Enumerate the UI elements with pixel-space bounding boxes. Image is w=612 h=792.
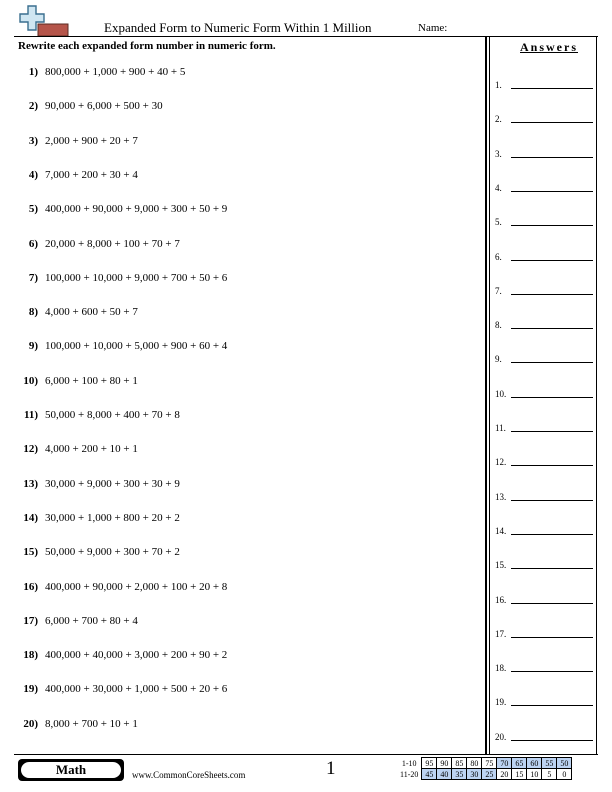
answer-label: 5. <box>495 217 502 228</box>
score-cell: 5 <box>542 769 557 780</box>
answer-label: 2. <box>495 114 502 125</box>
answer-blank[interactable] <box>511 740 593 741</box>
problem-item <box>18 66 185 78</box>
answers-heading: Answers <box>520 40 578 54</box>
subject-badge <box>18 759 124 781</box>
score-cell: 65 <box>512 758 527 769</box>
answer-blank[interactable] <box>511 637 593 638</box>
problem-expression: 20,000 + 8,000 + 100 + 70 + 7 <box>45 237 180 250</box>
answer-label: 11. <box>495 423 506 433</box>
problem-number: 7) <box>28 271 38 284</box>
subject-label: Math <box>21 762 121 778</box>
problem-item <box>18 203 227 215</box>
problem-item <box>18 169 138 181</box>
answer-label: 20. <box>495 731 507 742</box>
problem-expression: 4,000 + 600 + 50 + 7 <box>45 306 138 319</box>
problem-expression: 30,000 + 1,000 + 800 + 20 + 2 <box>45 511 180 524</box>
score-range-label: 1-10 <box>401 758 417 768</box>
problem-item <box>18 649 227 661</box>
answer-column-right-border <box>596 37 597 754</box>
problem-item <box>18 615 138 627</box>
answer-blank[interactable] <box>511 260 593 261</box>
answer-blank[interactable] <box>511 568 593 569</box>
answer-blank[interactable] <box>511 191 593 192</box>
score-cell: 70 <box>497 758 512 769</box>
problem-expression: 4,000 + 200 + 10 + 1 <box>45 443 138 456</box>
problem-expression: 400,000 + 90,000 + 9,000 + 300 + 50 + 9 <box>45 203 228 216</box>
problem-item <box>18 443 138 455</box>
problem-item <box>18 306 138 318</box>
problem-expression: 30,000 + 9,000 + 300 + 30 + 9 <box>45 477 180 490</box>
answer-column-divider-inner <box>489 37 490 754</box>
answer-label: 15. <box>495 560 507 571</box>
score-cell: 60 <box>527 758 542 769</box>
problem-number: 17) <box>23 614 38 627</box>
score-cell: 80 <box>467 758 482 769</box>
score-cell: 40 <box>437 769 452 780</box>
answer-blank[interactable] <box>511 157 593 158</box>
problem-expression: 400,000 + 90,000 + 2,000 + 100 + 20 + 8 <box>45 580 228 593</box>
footer-divider <box>14 754 598 755</box>
score-cell: 95 <box>422 758 437 769</box>
problem-item <box>18 512 180 524</box>
problem-number: 12) <box>23 443 38 456</box>
answer-label: 17. <box>495 628 507 639</box>
answer-blank[interactable] <box>511 534 593 535</box>
problem-expression: 100,000 + 10,000 + 9,000 + 700 + 50 + 6 <box>45 271 228 284</box>
score-cell: 35 <box>452 769 467 780</box>
score-cell: 0 <box>557 769 572 780</box>
score-cell: 20 <box>497 769 512 780</box>
answer-blank[interactable] <box>511 431 593 432</box>
problem-number: 14) <box>23 511 38 524</box>
answer-label: 7. <box>495 285 502 296</box>
problem-item <box>18 375 138 387</box>
score-row <box>398 758 572 769</box>
problem-expression: 800,000 + 1,000 + 900 + 40 + 5 <box>45 66 186 78</box>
problem-number: 6) <box>28 237 38 250</box>
answer-blank[interactable] <box>511 225 593 226</box>
problem-number: 16) <box>23 580 38 593</box>
answer-label: 10. <box>495 388 507 399</box>
answer-label: 18. <box>495 663 507 674</box>
answer-blank[interactable] <box>511 122 593 123</box>
answer-blank[interactable] <box>511 603 593 604</box>
score-cell: 90 <box>437 758 452 769</box>
answer-blank[interactable] <box>511 705 593 706</box>
problem-number: 20) <box>23 717 38 730</box>
problem-number: 10) <box>23 374 38 387</box>
answer-column-divider <box>485 37 487 754</box>
score-cell: 75 <box>482 758 497 769</box>
answer-label: 3. <box>495 148 502 159</box>
problem-number: 19) <box>23 683 38 696</box>
problem-expression: 6,000 + 700 + 80 + 4 <box>45 614 138 627</box>
answer-label: 12. <box>495 457 507 468</box>
plus-logo-icon <box>18 4 70 38</box>
answer-label: 16. <box>495 594 507 605</box>
answer-blank[interactable] <box>511 294 593 295</box>
problem-item <box>18 272 227 284</box>
answer-label: 8. <box>495 320 502 331</box>
score-cell: 45 <box>422 769 437 780</box>
score-cell: 25 <box>482 769 497 780</box>
answer-blank[interactable] <box>511 465 593 466</box>
answer-blank[interactable] <box>511 397 593 398</box>
answer-blank[interactable] <box>511 328 593 329</box>
answer-label: 1. <box>495 80 502 90</box>
problem-expression: 100,000 + 10,000 + 5,000 + 900 + 60 + 4 <box>45 340 228 353</box>
problem-number: 1) <box>28 66 38 78</box>
page-title: Expanded Form to Numeric Form Within 1 Million <box>104 20 372 35</box>
problem-expression: 2,000 + 900 + 20 + 7 <box>45 134 138 147</box>
problem-number: 13) <box>23 477 38 490</box>
problem-number: 15) <box>23 546 38 559</box>
problem-item <box>18 478 180 490</box>
problem-item <box>18 683 227 695</box>
problem-number: 5) <box>28 203 38 216</box>
score-cell: 15 <box>512 769 527 780</box>
problem-expression: 6,000 + 100 + 80 + 1 <box>45 374 138 387</box>
problem-number: 18) <box>23 649 38 662</box>
problem-item <box>18 340 227 352</box>
answer-label: 19. <box>495 697 507 708</box>
problem-item <box>18 238 180 250</box>
problem-item <box>18 135 138 147</box>
problem-item <box>18 409 180 421</box>
problem-item <box>18 546 180 558</box>
header-divider <box>14 36 598 37</box>
answer-blank[interactable] <box>511 671 593 672</box>
answer-blank[interactable] <box>511 500 593 501</box>
problem-number: 3) <box>28 134 38 147</box>
answer-label: 9. <box>495 354 502 365</box>
score-table <box>398 757 572 780</box>
instructions: Rewrite each expanded form number in numeric form. <box>18 40 276 52</box>
problem-expression: 400,000 + 40,000 + 3,000 + 200 + 90 + 2 <box>45 649 228 662</box>
problem-number: 2) <box>28 100 38 113</box>
score-row <box>398 769 572 780</box>
answer-label: 13. <box>495 491 507 502</box>
problem-number: 9) <box>28 340 38 353</box>
answer-label: 4. <box>495 182 502 193</box>
problem-item <box>18 718 138 730</box>
website-link[interactable]: www.CommonCoreSheets.com <box>132 770 246 780</box>
page-number: 1 <box>326 758 336 779</box>
problem-number: 11) <box>23 409 38 421</box>
answer-label: 14. <box>495 525 507 536</box>
score-cell: 85 <box>452 758 467 769</box>
answer-blank[interactable] <box>511 88 593 89</box>
problem-expression: 8,000 + 700 + 10 + 1 <box>45 717 138 730</box>
problem-expression: 50,000 + 8,000 + 400 + 70 + 8 <box>45 409 180 421</box>
score-cell: 10 <box>527 769 542 780</box>
problem-expression: 90,000 + 6,000 + 500 + 30 <box>45 100 163 113</box>
score-cell: 55 <box>542 758 557 769</box>
name-label: Name: <box>418 22 448 34</box>
problem-expression: 50,000 + 9,000 + 300 + 70 + 2 <box>45 546 180 559</box>
answer-blank[interactable] <box>511 362 593 363</box>
problem-number: 8) <box>28 306 38 319</box>
score-range-label: 11-20 <box>400 769 419 779</box>
problem-item <box>18 100 163 112</box>
problem-expression: 7,000 + 200 + 30 + 4 <box>45 168 138 181</box>
problem-number: 4) <box>28 168 38 181</box>
problem-item <box>18 581 227 593</box>
problem-expression: 400,000 + 30,000 + 1,000 + 500 + 20 + 6 <box>45 683 228 696</box>
score-cell: 50 <box>557 758 572 769</box>
score-cell: 30 <box>467 769 482 780</box>
answer-label: 6. <box>495 251 502 262</box>
